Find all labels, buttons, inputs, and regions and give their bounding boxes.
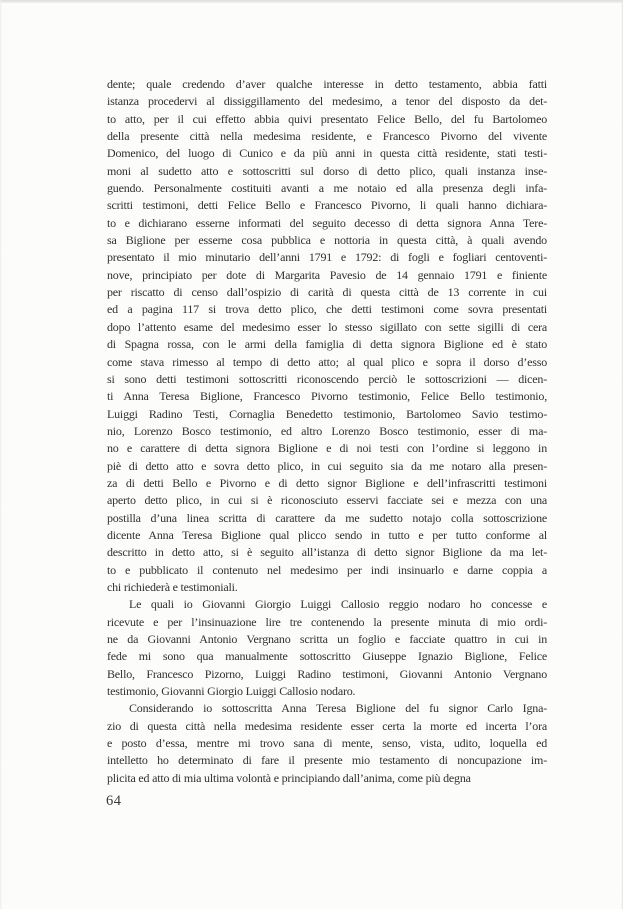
text-line: Considerando io sottoscritta Anna Teresa Biglione del fu signor Carlo Igna- [129,701,547,716]
text-line: Luiggi Radino Testi, Cornaglia Benedetto testimonio, Bartolomeo Savio testimo- [107,406,547,421]
text-line: di Spagna rossa, con le armi della famiglia di detta signora Biglione ed è stato [107,337,547,352]
text-line: ricevute e per l’insinuazione lire tre contenendo la presente minuta di mio ordi- [107,614,547,629]
text-line: chi richiederà e testimoniali. [107,579,238,594]
text-line: descritto in detto atto, si è seguito all’istanza di detto signor Biglione da ma let- [107,545,547,560]
text-line: dente; quale credendo d’aver qualche interesse in detto testamento, abbia fatti [107,77,547,91]
text-line: ne da Giovanni Antonio Vergnano scritta un foglio e facciate quattro in cui in [107,632,547,646]
text-line: Domenico, del luogo di Cunico e da più anni in questa città residente, stati testi- [107,146,547,161]
text-line: zio di questa città nella medesima residente esser certa la morte ed incerta l’ora [107,718,547,733]
text-line: dopo l’attento esame del medesimo esser lo stesso sigillato con sette sigilli di cera [107,319,547,334]
text-line: aperto detto plico, in cui si è riconosciuto esservi facciate sei e mezza con una [107,493,547,508]
text-line: to e pubblicato il contenuto nel medesimo per indi insinuarlo e darne coppia a [107,562,547,577]
text-line: postilla d’una linea scritta di carattere da me sudetto notajo colla sottoscrizione [107,510,547,525]
text-line: plicita ed atto di mia ultima volontà e principiando dall’anima, come più degna [107,770,471,785]
text-line: e posto d’essa, mentre mi trovo sana di mente, senso, vista, udito, loquella ed [107,736,547,751]
text-line: sa Biglione per esserne cosa pubblica e nottoria in questa città, à quali avendo [107,233,547,248]
text-line: istanza procedervi al dissiggillamento del medesimo, a tenor del disposto da det- [107,94,547,109]
text-line: si sono detti testimoni sottoscritti riconoscendo perciò le sottoscrizioni — dicen- [107,371,547,386]
text-line: ed a pagina 117 si trova detto plico, che detti testimoni come sovra presentati [107,302,547,317]
text-line: fede mi sono qua manualmente sottoscritto Giuseppe Ignazio Biglione, Felice [107,649,547,664]
text-line: testimonio, Giovanni Giorgio Luiggi Callosio nodaro. [107,684,356,699]
text-line: come stava rimesso al tempo di detto atto; al qual plico e sopra il dorso d’esso [107,354,547,369]
text-line: ti Anna Teresa Biglione, Francesco Pivorno testimonio, Felice Bello testimonio, [107,389,547,404]
text-line: moni al sudetto atto e sottoscritti sul dorso di detto plico, quali instanza inse- [107,163,547,178]
scan-edge-left [0,0,2,909]
text-line: za di detti Bello e Pivorno e di detto signor Biglione e dell’infrascritti testimoni [107,475,547,490]
text-line: scritti testimoni, detti Felice Bello e Francesco Pivorno, li quali hanno dichiara- [107,198,547,213]
text-line: piè di detto atto e sovra detto plico, in cui seguito sia da me notaro alla presen- [107,458,547,473]
text-line: Bello, Francesco Pizorno, Luiggi Radino testimoni, Giovanni Antonio Vergnano [107,666,547,681]
text-line: to atto, per il cui effetto abbia quivi presentato Felice Bello, del fu Bartolomeo [107,111,547,126]
page-number: 64 [106,793,122,809]
text-line: della presente città nella medesima residente, e Francesco Pivorno del vivente [107,129,547,144]
text-line: guendo. Personalmente costituiti avanti a me notaio ed alla presenza degli infa- [107,181,547,196]
scan-edge-top [0,0,623,3]
text-line: presentato il mio minutario dell’anni 1791 e 1792: di fogli e fogliari centoventi- [107,250,547,265]
text-line: to e dichiarano esserne informati del seguito decesso di detta signora Anna Tere- [107,215,547,230]
text-line: no e carattere di detta signora Biglione e di noi testi con l’ordine si leggono in [107,441,547,456]
text-line: Le quali io Giovanni Giorgio Luiggi Callosio reggio nodaro ho concesse e [129,597,547,612]
text-line: dicente Anna Teresa Biglione qual plicco sendo in tutto e per tutto conforme al [107,527,547,542]
text-block [107,76,547,787]
text-line: per riscatto di censo dall’ospizio di carità di questa città de 13 corrente in cui [107,285,547,300]
text-line: intelletto ho determinato di fare il presente mio testamento di noncupazione im- [107,753,547,768]
text-line: nio, Lorenzo Bosco testimonio, ed altro Lorenzo Bosco testimonio, esser di ma- [107,423,547,438]
text-line: nove, principiato per dote di Margarita Pavesio de 14 gennaio 1791 e finiente [107,267,547,282]
